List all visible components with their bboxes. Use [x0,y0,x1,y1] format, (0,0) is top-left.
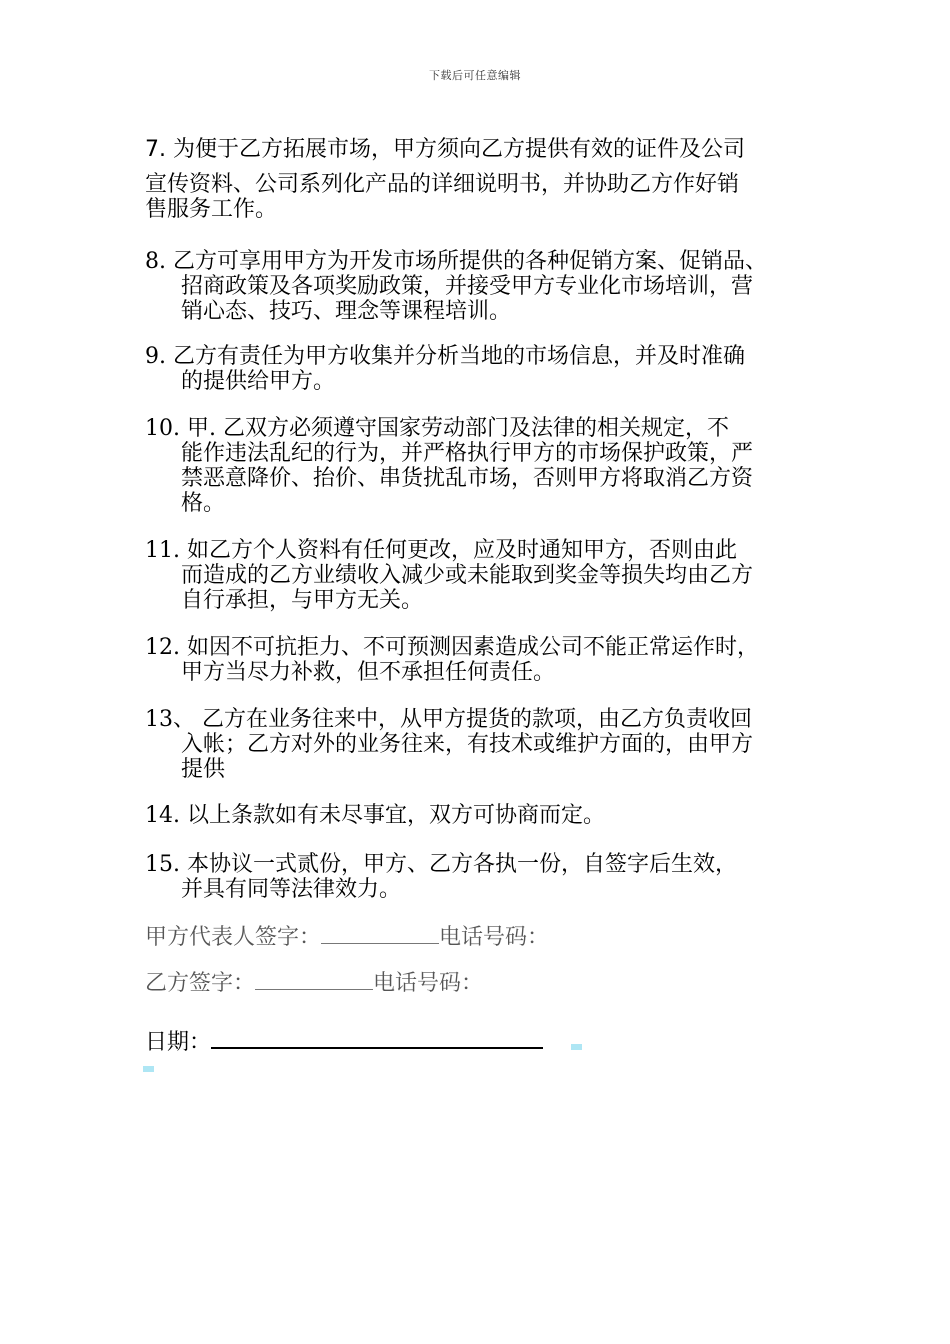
clause-text-line: 自行承担，与甲方无关。 [181,588,424,613]
clause-text-line: 的提供给甲方。 [181,369,336,394]
clause-number: 7. [145,137,166,162]
clause-12 [145,635,835,685]
clause-text-line: 如因不可抗拒力、不可预测因素造成公司不能正常运作时， [187,635,760,660]
clause-8 [145,249,835,324]
date-blank[interactable] [211,1029,543,1049]
page-header-note: 下载后可任意编辑 [429,69,521,82]
clause-text-line: 销心态、技巧、理念等课程培训。 [181,299,512,324]
clause-text-line: 能作违法乱纪的行为，并严格执行甲方的市场保护政策，严 [181,441,754,466]
clause-number: 13、 [145,707,195,732]
date-row [145,1029,543,1055]
party-a-signature-row [145,925,549,950]
clause-text-line: 为便于乙方拓展市场，甲方须向乙方提供有效的证件及公司 [173,137,746,162]
clause-number: 12. [145,635,180,660]
clause-10 [145,416,835,516]
party-a-signature-blank[interactable] [321,925,439,944]
clause-9 [145,344,835,394]
clause-7 [145,137,835,222]
clause-text-line: 入帐；乙方对外的业务往来，有技术或维护方面的，由甲方 [181,732,754,757]
clause-text-line: 售服务工作。 [145,197,278,222]
clause-text-line: 以上条款如有未尽事宜，双方可协商而定。 [187,803,606,828]
party-a-phone-label: 电话号码： [439,925,550,950]
clause-13 [145,707,835,782]
date-label: 日期： [145,1030,212,1055]
clause-text-line: 提供 [181,757,226,782]
highlight-mark [143,1066,154,1072]
clause-number: 14. [145,803,180,828]
clause-text-line: 宣传资料、公司系列化产品的详细说明书，并协助乙方作好销 [145,172,740,197]
clause-text-line: 乙方可享用甲方为开发市场所提供的各种促销方案、促销品、 [173,249,768,274]
clause-text-line: 乙方在业务往来中，从甲方提货的款项，由乙方负责收回 [202,707,753,732]
clause-text-line: 乙方有责任为甲方收集并分析当地的市场信息，并及时准确 [173,344,746,369]
party-b-signature-label: 乙方签字： [145,971,256,996]
clause-text-line: 招商政策及各项奖励政策，并接受甲方专业化市场培训，营 [181,274,754,299]
clause-text-line: 本协议一式贰份，甲方、乙方各执一份，自签字后生效， [187,852,738,877]
clause-text-line: 而造成的乙方业绩收入减少或未能取到奖金等损失均由乙方 [181,563,754,588]
clause-text-line: 如乙方个人资料有任何更改，应及时通知甲方，否则由此 [187,538,738,563]
clause-number: 8. [145,249,166,274]
clause-text-line: 甲. 乙双方必须遵守国家劳动部门及法律的相关规定，不 [187,416,729,441]
clause-number: 9. [145,344,166,369]
clause-number: 15. [145,852,180,877]
party-b-signature-blank[interactable] [255,971,373,990]
clause-15 [145,852,835,902]
clause-text-line: 禁恶意降价、抬价、串货扰乱市场，否则甲方将取消乙方资 [181,466,754,491]
highlight-mark [571,1044,582,1050]
party-b-phone-label: 电话号码： [373,971,484,996]
clause-text-line: 格。 [181,491,226,516]
clause-11 [145,538,835,613]
clause-14 [145,803,835,828]
party-b-signature-row [145,971,483,996]
clause-number: 11. [145,538,180,563]
party-a-signature-label: 甲方代表人签字： [145,925,322,950]
clause-text-line: 甲方当尽力补救，但不承担任何责任。 [181,660,556,685]
clause-text-line: 并具有同等法律效力。 [181,877,402,902]
clause-number: 10. [145,416,180,441]
